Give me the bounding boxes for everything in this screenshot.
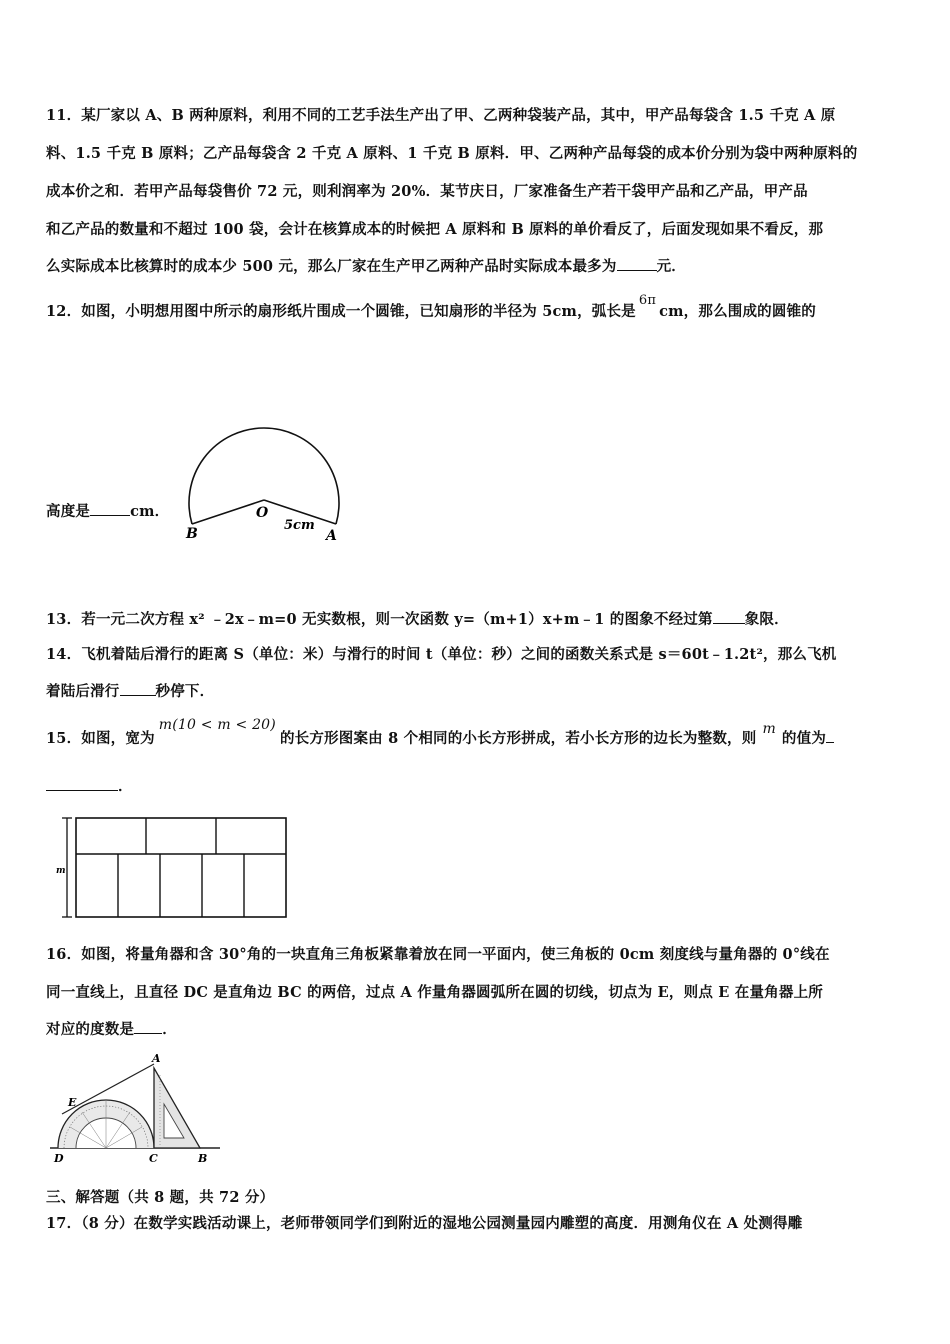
section3-title: 三、解答题（共 8 题，共 72 分） [46, 1189, 275, 1206]
q11-answer-blank[interactable] [617, 270, 657, 271]
q14-answer-blank[interactable] [120, 695, 156, 696]
q15-text-c: 的值为 [781, 730, 827, 747]
q13-text: 13．若一元二次方程 x² ﹣2x﹣m=0 无实数根，则一次函数 y=（m+1）x+m﹣1 的图象不经过第 [46, 611, 713, 628]
q11-line-1: 11．某厂家以 A、B 两种原料，利用不同的工艺手法生产出了甲、乙两种袋装产品，其中，甲产品每袋含 1.5 千克 A 原 [46, 107, 836, 124]
q12-radius-ob [192, 500, 264, 524]
q16-label-a: A [152, 1052, 161, 1065]
q15-math-m: m [762, 721, 776, 737]
q13-tail: 象限． [744, 611, 789, 628]
q12-sector-figure [180, 420, 350, 550]
q16-line-3 [46, 1018, 177, 1039]
q14-tail: 秒停下． [155, 683, 215, 700]
q16-line-2: 同一直线上，且直径 DC 是直角边 BC 的两倍，过点 A 作量角器圆弧所在圆的切线，切点为 E，则点 E 在量角器上所 [46, 984, 823, 1001]
q17-line-1: 17．（8 分）在数学实践活动课上，老师带领同学们到附近的湿地公园测量园内雕塑的高度．用测角仪在 A 处测得雕 [46, 1215, 803, 1232]
q13-answer-blank[interactable] [713, 623, 745, 624]
q12-text-c: 高度是 [46, 503, 91, 520]
q16-answer-blank[interactable] [134, 1033, 162, 1034]
q14-line-2 [46, 680, 214, 701]
q12-arc-value: 6π [638, 293, 657, 308]
q16-text: 对应的度数是 [46, 1021, 135, 1038]
q15-outer-rect [76, 818, 286, 917]
q11-tail: 元． [656, 258, 686, 275]
q15-line-2 [46, 775, 133, 796]
q11-line-2: 料、1.5 千克 B 原料；乙产品每袋含 2 千克 A 原料、1 千克 B 原料．甲、乙两种产品每袋的成本价分别为袋中两种原料的 [46, 145, 858, 162]
q16-tail: ． [162, 1021, 177, 1038]
q15-line-1 [46, 717, 834, 748]
q14-line-1: 14．飞机着陆后滑行的距离 S（单位：米）与滑行的时间 t（单位：秒）之间的函数关系式是 s＝60t﹣1.2t²，那么飞机 [46, 646, 837, 663]
q11-line-4: 和乙产品的数量和不超过 100 袋，会计在核算成本的时候把 A 原料和 B 原料的单价看反了，后面发现如果不看反，那 [46, 221, 824, 238]
q12-label-o: O [256, 505, 269, 521]
q15-math: m(10 < m < 20) [158, 717, 276, 733]
q12-label-b: B [186, 526, 198, 542]
q13-line [46, 608, 789, 629]
q11-line-3: 成本价之和．若甲产品每袋售价 72 元，则利润率为 20%．某节庆日，厂家准备生产若干袋甲产品和乙产品，甲产品 [46, 183, 808, 200]
q16-protractor-figure [48, 1052, 228, 1164]
q12-tail: cm． [130, 503, 170, 520]
q12-text-a: 12．如图，小明想用图中所示的扇形纸片围成一个圆锥，已知扇形的半径为 5cm，弧长是 [46, 303, 636, 320]
q15-rectangle-figure [52, 812, 302, 922]
q12-line-2 [46, 500, 169, 521]
q15-tail: ． [118, 778, 133, 795]
q11-line-5-text: 么实际成本比核算时的成本少 500 元，那么厂家在生产甲乙两种产品时实际成本最多为 [46, 258, 617, 275]
q12-line-1 [46, 293, 816, 321]
q15-answer-blank-a[interactable] [826, 742, 834, 743]
q16-label-b: B [198, 1152, 208, 1165]
q16-label-d: D [54, 1152, 64, 1165]
q15-label-m: m [56, 866, 66, 876]
q15-text-a: 15．如图，宽为 [46, 730, 155, 747]
q15-text-b: 的长方形图案由 8 个相同的小长方形拼成，若小长方形的边长为整数，则 [279, 730, 757, 747]
q16-label-e: E [68, 1096, 77, 1109]
q16-line-1: 16．如图，将量角器和含 30°角的一块直角三角板紧靠着放在同一平面内，使三角板的 0cm 刻度线与量角器的 0°线在 [46, 946, 830, 963]
q12-label-a: A [326, 528, 337, 544]
q12-text-b: cm，那么围成的圆锥的 [659, 303, 816, 320]
q12-label-r: 5cm [284, 518, 315, 533]
q15-answer-blank-b[interactable] [46, 790, 118, 791]
q11-line-5 [46, 255, 686, 276]
q14-text: 着陆后滑行 [46, 683, 120, 700]
q12-answer-blank[interactable] [90, 515, 130, 516]
q16-label-c: C [149, 1152, 158, 1165]
